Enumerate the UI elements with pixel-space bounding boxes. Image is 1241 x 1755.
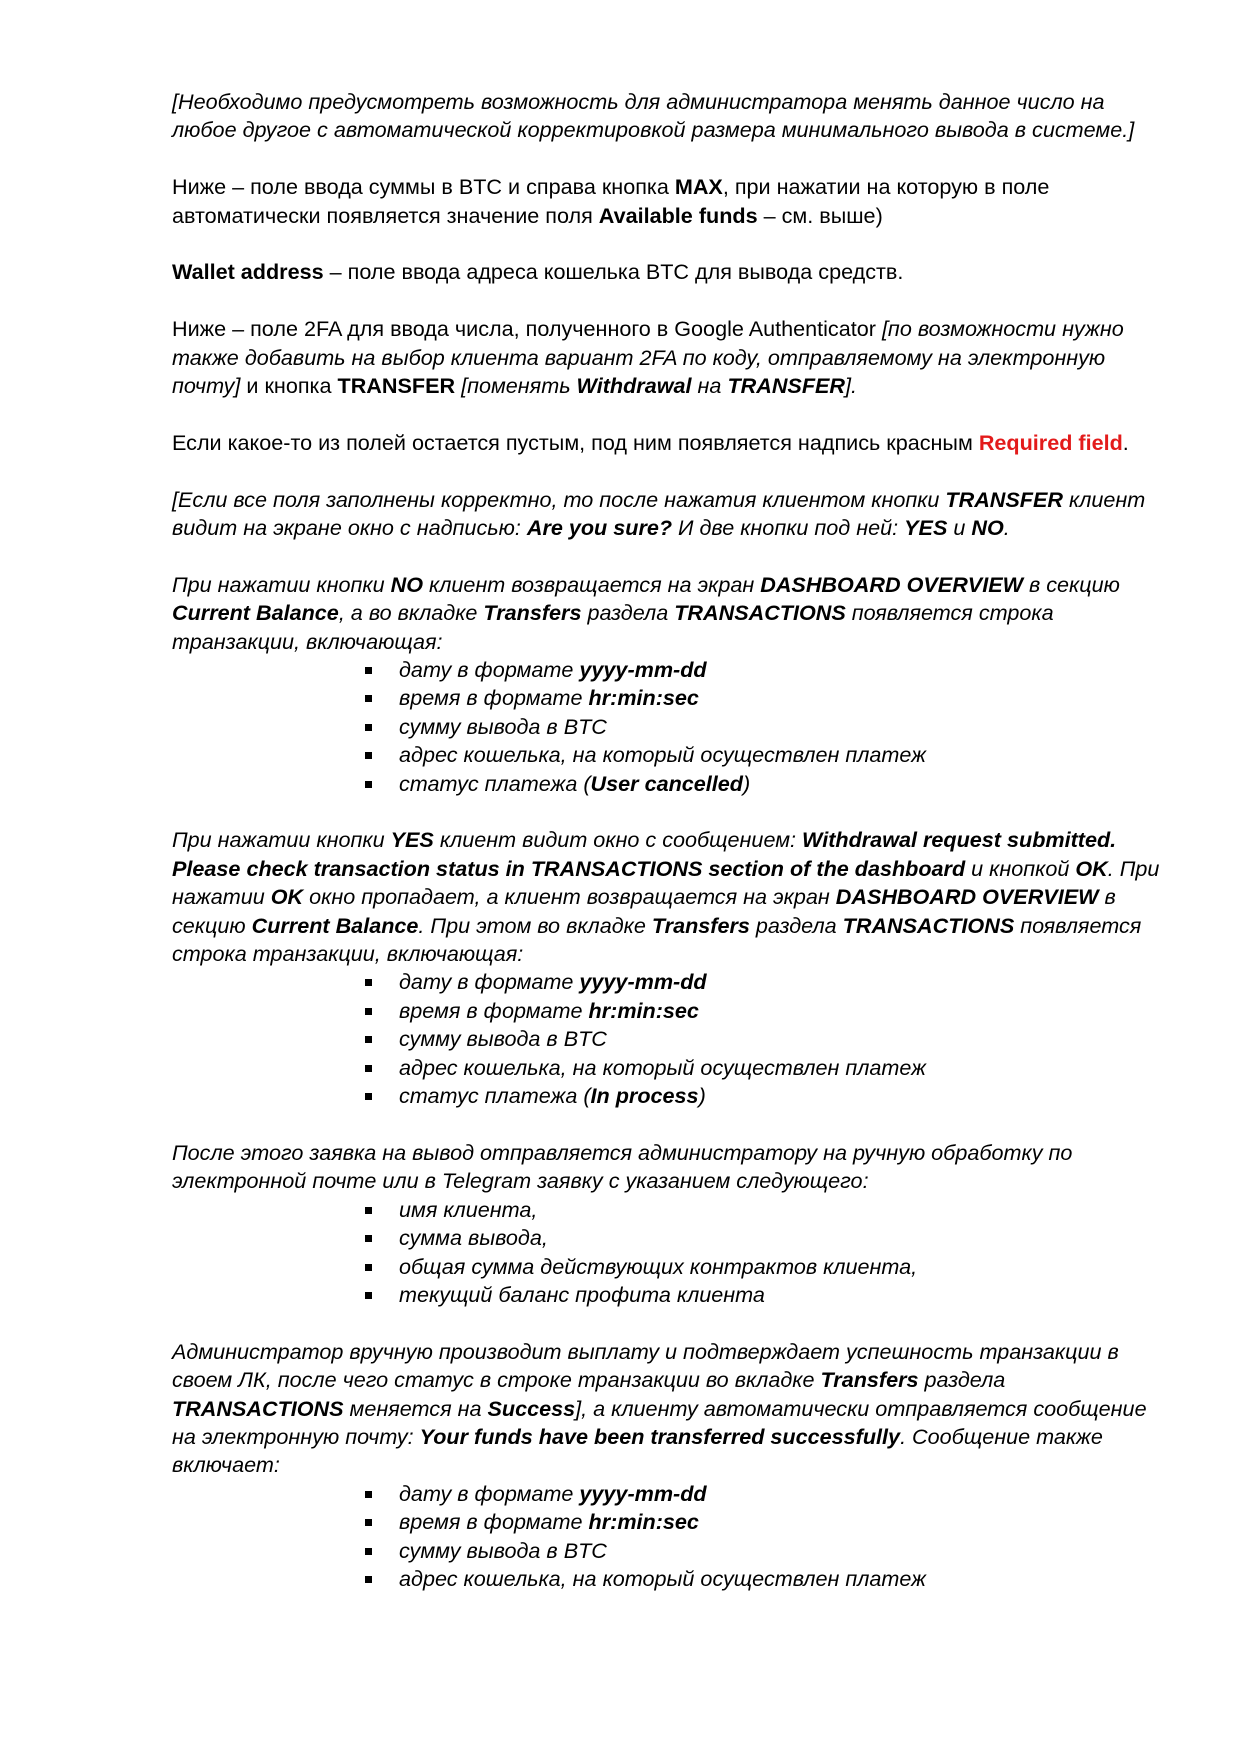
dashboard-overview-term: DASHBOARD OVERVIEW xyxy=(835,884,1099,910)
text: раздела xyxy=(581,600,675,626)
list-item-text: адрес кошелька, на который осуществлен платеж xyxy=(399,1565,927,1591)
list-item xyxy=(399,741,1167,769)
text: в секцию xyxy=(172,884,1116,938)
transfer-term: TRANSFER xyxy=(727,373,846,399)
list-item xyxy=(399,770,1167,798)
list-item xyxy=(399,1281,1167,1309)
transfers-term: Transfers xyxy=(483,600,582,626)
text: меняется на xyxy=(343,1395,488,1421)
square-bullet-icon xyxy=(365,667,372,674)
list-item xyxy=(399,1565,1167,1593)
text: . xyxy=(1122,429,1129,455)
list-item-bold-text: hr:min:sec xyxy=(588,1509,699,1535)
text: При нажатии кнопки xyxy=(172,827,391,853)
square-bullet-icon xyxy=(365,1292,372,1299)
text: окно пропадает, а клиент возвращается на экран xyxy=(303,884,836,910)
transactions-term: TRANSACTIONS xyxy=(674,600,846,626)
text: появляется строка транзакции, включающая: xyxy=(172,600,1054,654)
list-item-text: адрес кошелька, на который осуществлен платеж xyxy=(399,742,927,768)
list-item-text: сумму вывода в BTC xyxy=(399,713,607,739)
text: в секцию xyxy=(1022,571,1120,597)
admin-payout-paragraph xyxy=(172,1338,1167,1480)
text: И две кнопки под ней: xyxy=(672,515,905,541)
list-item-text: адрес кошелька, на который осуществлен платеж xyxy=(399,1054,927,1080)
list-item-bold-text: In process xyxy=(590,1083,699,1109)
text: появляется строка транзакции, включающая: xyxy=(172,912,1142,967)
text: Администратор вручную производит выплату и подтверждает успешность транзакции в своем ЛК, после чего статус в строке транзакции во вкладке xyxy=(172,1338,1119,1393)
bullet-list xyxy=(172,1196,1167,1310)
square-bullet-icon xyxy=(365,695,372,702)
required-field-term: Required field xyxy=(978,429,1123,455)
list-item-text: время в формате xyxy=(399,1509,589,1535)
no-term: NO xyxy=(971,515,1004,541)
bullet-list xyxy=(172,968,1167,1110)
funds-transferred-message: Your funds have been transferred successfully xyxy=(419,1423,901,1449)
transactions-term: TRANSACTIONS xyxy=(842,912,1015,938)
yes-button-paragraph xyxy=(172,826,1167,968)
transactions-term: TRANSACTIONS xyxy=(172,1395,344,1421)
text: ], а клиенту автоматически отправляется сообщение на электронную почту: xyxy=(172,1395,1147,1449)
list-item xyxy=(399,997,1167,1025)
success-term: Success xyxy=(487,1395,576,1421)
list-item xyxy=(399,1253,1167,1281)
square-bullet-icon xyxy=(365,1491,372,1498)
square-bullet-icon xyxy=(365,1519,372,1526)
list-item-text: ) xyxy=(743,770,751,796)
ok-term: OK xyxy=(270,884,304,910)
list-item xyxy=(399,1224,1167,1252)
admin-request-paragraph xyxy=(172,1139,1167,1196)
square-bullet-icon xyxy=(365,1093,372,1100)
withdrawal-submitted-message: Withdrawal request submitted. Please check transaction status in TRANSACTIONS section of the dashboard xyxy=(172,827,1117,881)
confirm-dialog-paragraph xyxy=(172,486,1167,543)
square-bullet-icon xyxy=(365,1036,372,1043)
list-item xyxy=(399,1508,1167,1536)
required-field-paragraph xyxy=(172,429,1167,457)
twofa-paragraph xyxy=(172,315,1167,400)
list-item xyxy=(399,1082,1167,1110)
list-item-text: дату в формате xyxy=(399,969,580,995)
text: раздела xyxy=(749,912,843,938)
text: [Если все поля заполнены корректно, то после нажатия клиентом кнопки xyxy=(172,486,946,512)
text: Ниже – поле ввода суммы в BTC и справа кнопка xyxy=(172,174,675,200)
square-bullet-icon xyxy=(365,781,372,788)
text: . При этом во вкладке xyxy=(418,912,652,938)
text: . xyxy=(1003,515,1010,541)
list-item-text: ) xyxy=(698,1083,706,1109)
italic-text: на xyxy=(691,373,728,399)
list-item-bold-text: hr:min:sec xyxy=(588,997,699,1023)
italic-text: [по возможности нужно также добавить на выбор клиента вариант 2FA по коду, отправляемому на электронную почту] xyxy=(172,316,1124,399)
list-item-text: статус платежа ( xyxy=(399,770,591,796)
text: . При нажатии xyxy=(172,855,1160,910)
list-item-text: текущий баланс профита клиента xyxy=(399,1281,765,1307)
text: Ниже – поле 2FA для ввода числа, полученного в Google Authenticator xyxy=(172,316,882,342)
transfer-term: TRANSFER xyxy=(945,486,1063,512)
square-bullet-icon xyxy=(365,1576,372,1583)
list-item xyxy=(399,1537,1167,1565)
text: клиент возвращается на экран xyxy=(423,571,761,597)
text: . Сообщение также включает: xyxy=(172,1423,1103,1478)
text: При нажатии кнопки xyxy=(172,571,391,597)
list-item-bold-text: yyyy-mm-dd xyxy=(579,969,707,995)
text: клиент видит окно с сообщением: xyxy=(433,827,803,853)
available-funds-term: Available funds xyxy=(598,202,758,228)
transfers-term: Transfers xyxy=(820,1367,919,1393)
square-bullet-icon xyxy=(365,752,372,759)
list-item-bold-text: yyyy-mm-dd xyxy=(579,1480,707,1506)
list-item-text: имя клиента, xyxy=(399,1196,538,1222)
text: – поле ввода адреса кошелька BTC для вывода средств. xyxy=(323,259,904,285)
text: – см. выше) xyxy=(757,202,883,228)
list-item-text: дату в формате xyxy=(399,1480,580,1506)
ok-term: OK xyxy=(1075,855,1108,881)
wallet-address-term: Wallet address xyxy=(172,259,324,285)
square-bullet-icon xyxy=(365,1065,372,1072)
are-you-sure-term: Are you sure? xyxy=(526,515,673,541)
list-item-bold-text: hr:min:sec xyxy=(588,685,699,711)
wallet-address-paragraph xyxy=(172,258,1167,286)
current-balance-term: Current Balance xyxy=(172,600,339,626)
italic-text: ]. xyxy=(845,373,858,399)
text: и кнопкой xyxy=(965,855,1076,881)
list-item xyxy=(399,684,1167,712)
list-item xyxy=(399,1196,1167,1224)
text: , а во вкладке xyxy=(338,600,484,626)
list-item xyxy=(399,656,1167,684)
text: [Необходимо предусмотреть возможность для администратора менять данное число на любое другое с автоматической корректировкой размера минимального вывода в системе.] xyxy=(172,89,1135,143)
text: и xyxy=(947,515,972,541)
list-item-bold-text: yyyy-mm-dd xyxy=(579,657,707,683)
square-bullet-icon xyxy=(365,979,372,986)
text: раздела xyxy=(918,1367,1006,1393)
list-item-text: сумму вывода в BTC xyxy=(399,1537,607,1563)
no-term: NO xyxy=(390,571,423,597)
document-page xyxy=(172,88,1167,1622)
square-bullet-icon xyxy=(365,1264,372,1271)
current-balance-term: Current Balance xyxy=(251,912,419,938)
yes-term: YES xyxy=(904,515,948,541)
list-item-bold-text: User cancelled xyxy=(590,770,743,796)
list-item xyxy=(399,713,1167,741)
transfers-term: Transfers xyxy=(651,912,750,938)
text: клиент видит на экране окно с надписью: xyxy=(172,486,1146,541)
list-item xyxy=(399,1025,1167,1053)
no-button-paragraph xyxy=(172,571,1167,656)
list-item-text: дату в формате xyxy=(399,657,580,683)
bullet-list xyxy=(172,1480,1167,1594)
list-item-text: общая сумма действующих контрактов клиента, xyxy=(399,1253,918,1279)
text: После этого заявка на вывод отправляется администратору на ручную обработку по электронной почте или в Telegram заявку с указанием следующего: xyxy=(172,1139,1073,1194)
list-item-text: статус платежа ( xyxy=(399,1083,591,1109)
square-bullet-icon xyxy=(365,1548,372,1555)
bullet-list xyxy=(172,656,1167,798)
yes-term: YES xyxy=(390,827,434,853)
square-bullet-icon xyxy=(365,1235,372,1242)
admin-note-paragraph xyxy=(172,88,1167,145)
text: Если какое-то из полей остается пустым, под ним появляется надпись красным xyxy=(172,429,979,455)
italic-text: [поменять xyxy=(461,373,577,399)
text: , при нажатии на которую в поле автоматически появляется значение поля xyxy=(172,174,1050,228)
text: и кнопка xyxy=(240,373,338,399)
list-item xyxy=(399,1480,1167,1508)
transfer-term: TRANSFER xyxy=(337,373,456,399)
dashboard-overview-term: DASHBOARD OVERVIEW xyxy=(760,571,1023,597)
square-bullet-icon xyxy=(365,1008,372,1015)
max-term: MAX xyxy=(674,174,723,200)
list-item xyxy=(399,1054,1167,1082)
amount-field-paragraph xyxy=(172,173,1167,230)
list-item-text: сумма вывода, xyxy=(399,1225,548,1251)
withdrawal-term: Withdrawal xyxy=(576,373,692,399)
list-item-text: время в формате xyxy=(399,997,589,1023)
list-item-text: время в формате xyxy=(399,685,589,711)
square-bullet-icon xyxy=(365,724,372,731)
list-item xyxy=(399,968,1167,996)
square-bullet-icon xyxy=(365,1207,372,1214)
list-item-text: сумму вывода в BTC xyxy=(399,1026,607,1052)
